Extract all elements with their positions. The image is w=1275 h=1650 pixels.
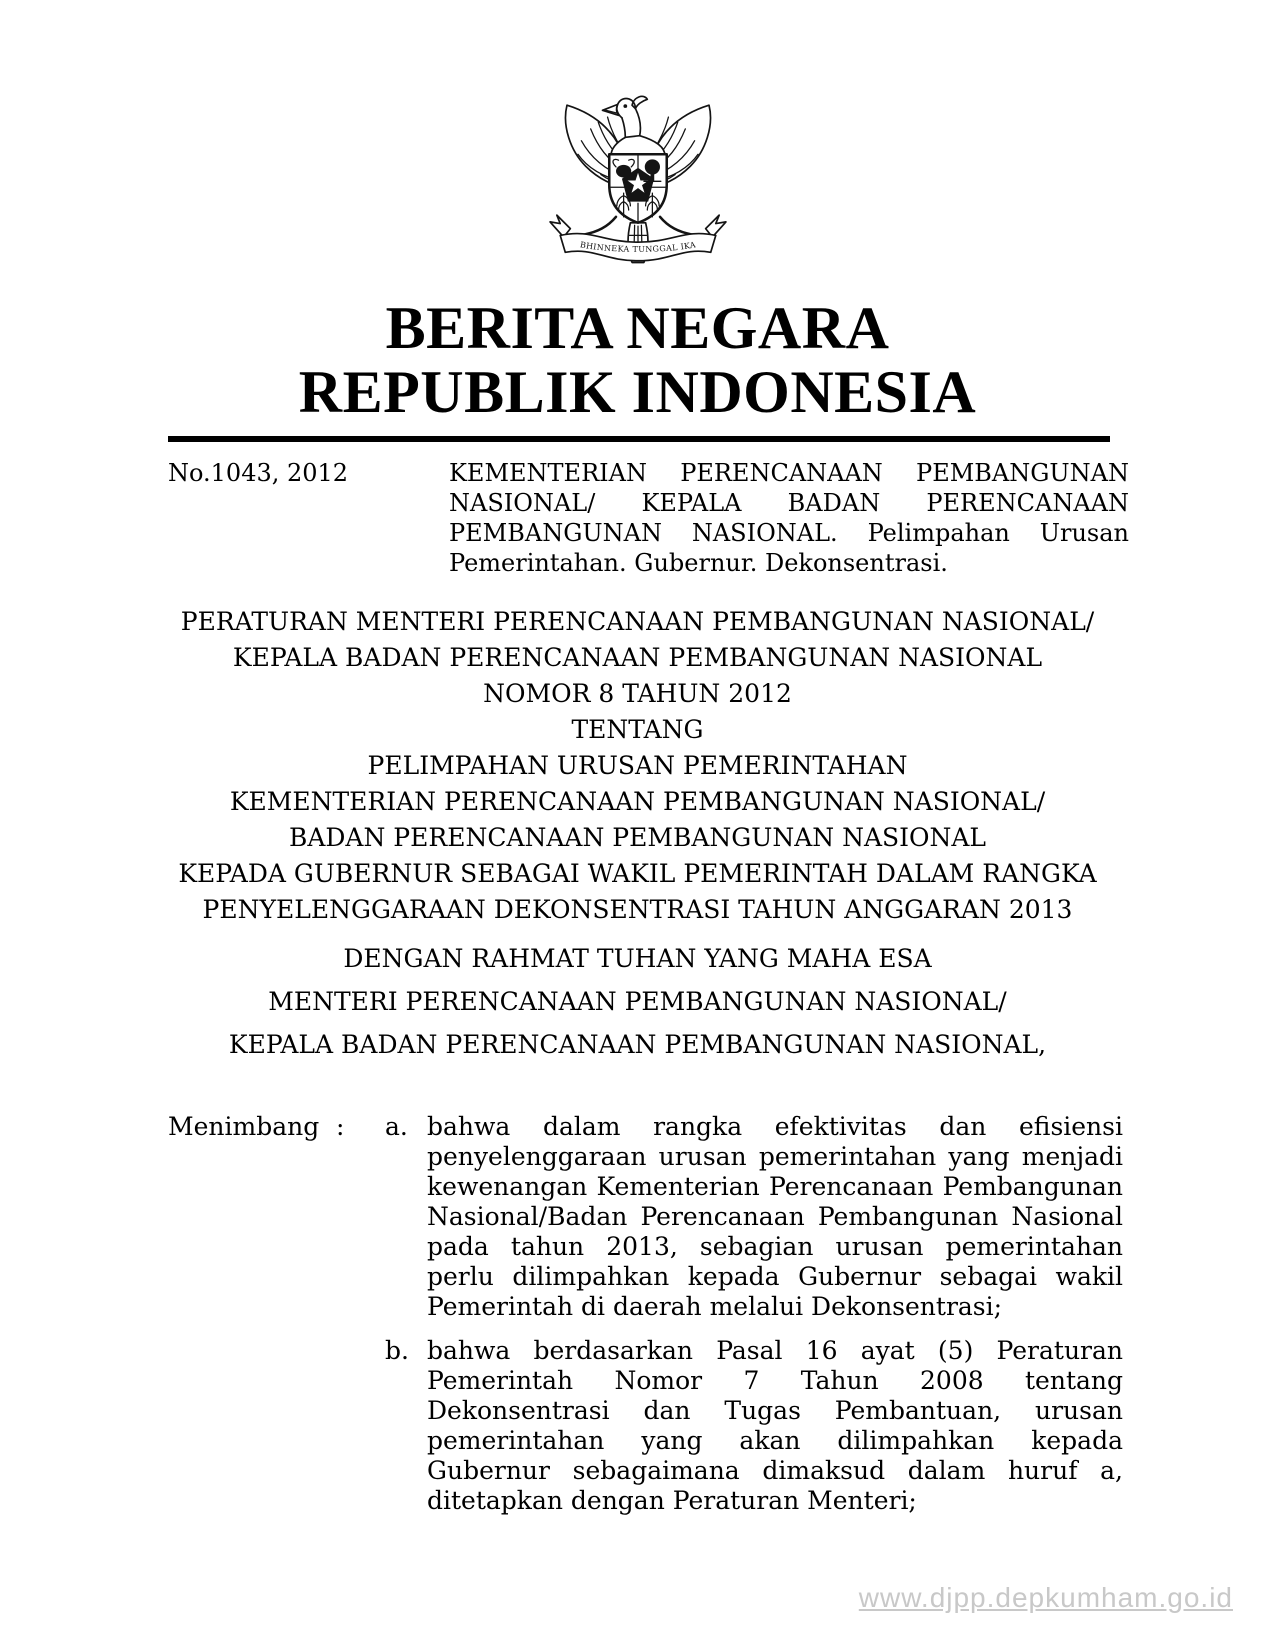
masthead-abstract: KEMENTERIAN PERENCANAAN PEMBANGUNAN NASIONAL/ KEPALA BADAN PERENCANAAN PEMBANGUNAN NASIONAL. Pelimpahan Urusan Pemerintahan. Gubernur. Dekonsentrasi. <box>449 459 1129 577</box>
considerations-label: Menimbang <box>168 1112 320 1141</box>
preamble <box>0 944 1275 1060</box>
pancasila-shield <box>609 154 666 222</box>
invocation-line: DENGAN RAHMAT TUHAN YANG MAHA ESA <box>343 944 932 973</box>
watermark-url: www.djpp.depkumham.go.id <box>858 1582 1233 1613</box>
consideration-item-text: bahwa berdasarkan Pasal 16 ayat (5) Peraturan Pemerintah Nomor 7 Tahun 2008 tentang Dekonsentrasi dan Tugas Pembantuan, urusan pemerintahan yang akan dilimpahkan kepada Gubernur sebagaimana dimaksud dalam huruf a, ditetapkan dengan Peraturan Menteri; <box>427 1336 1123 1515</box>
regulation-title-line: PENYELENGGARAAN DEKONSENTRASI TAHUN ANGGARAN 2013 <box>202 895 1073 924</box>
bull-icon <box>616 165 631 178</box>
regulation-title-line: TENTANG <box>571 715 704 744</box>
authority-line: KEPALA BADAN PERENCANAAN PEMBANGUNAN NASIONAL, <box>228 1030 1047 1059</box>
consideration-item-marker: a. <box>385 1112 408 1141</box>
garuda-emblem-drawing <box>545 84 731 282</box>
publication-title <box>0 296 1275 424</box>
considerations-section <box>0 1112 1275 1516</box>
regulation-title-line: NOMOR 8 TAHUN 2012 <box>483 679 792 708</box>
regulation-title-line: KEPADA GUBERNUR SEBAGAI WAKIL PEMERINTAH DALAM RANGKA <box>178 859 1097 888</box>
garuda-body <box>610 136 664 156</box>
regulation-title-line: PELIMPAHAN URUSAN PEMERINTAHAN <box>367 751 908 780</box>
consideration-item-text: bahwa dalam rangka efektivitas dan efisiensi penyelenggaraan urusan pemerintahan yang menjadi kewenangan Kementerian Perencanaan Pembangunan Nasional/Badan Perencanaan Pembangunan Nasional pada tahun 2013, sebagian urusan pemerintahan perlu dilimpahkan kepada Gubernur sebagai wakil Pemerintah di daerah melalui Dekonsentrasi; <box>427 1112 1123 1321</box>
consideration-row <box>168 1112 1275 1322</box>
emblem-motto: BHINNEKA TUNGGAL IKA <box>578 240 697 254</box>
authority-line: MENTERI PERENCANAAN PEMBANGUNAN NASIONAL/ <box>268 987 1007 1016</box>
eye-icon <box>623 104 627 108</box>
garuda-pancasila-emblem <box>0 0 1275 282</box>
masthead-row <box>168 458 1275 578</box>
publication-title-line2: REPUBLIK INDONESIA <box>298 359 977 425</box>
regulation-title-line: KEMENTERIAN PERENCANAAN PEMBANGUNAN NASIONAL/ <box>229 787 1046 816</box>
regulation-title-line: KEPALA BADAN PERENCANAAN PEMBANGUNAN NASIONAL <box>232 643 1043 672</box>
regulation-title-line: PERATURAN MENTERI PERENCANAAN PEMBANGUNAN NASIONAL/ <box>180 607 1095 636</box>
considerations-separator: : <box>336 1112 345 1141</box>
consideration-row <box>168 1336 1275 1516</box>
regulation-title-block <box>0 604 1275 928</box>
divider-rule <box>168 436 1110 442</box>
consideration-item-marker: b. <box>385 1336 409 1365</box>
gazette-number: No.1043, 2012 <box>168 459 349 487</box>
banyan-tree-icon <box>644 159 659 174</box>
publication-title-line1: BERITA NEGARA <box>385 295 890 361</box>
regulation-title-line: BADAN PERENCANAAN PEMBANGUNAN NASIONAL <box>288 823 987 852</box>
